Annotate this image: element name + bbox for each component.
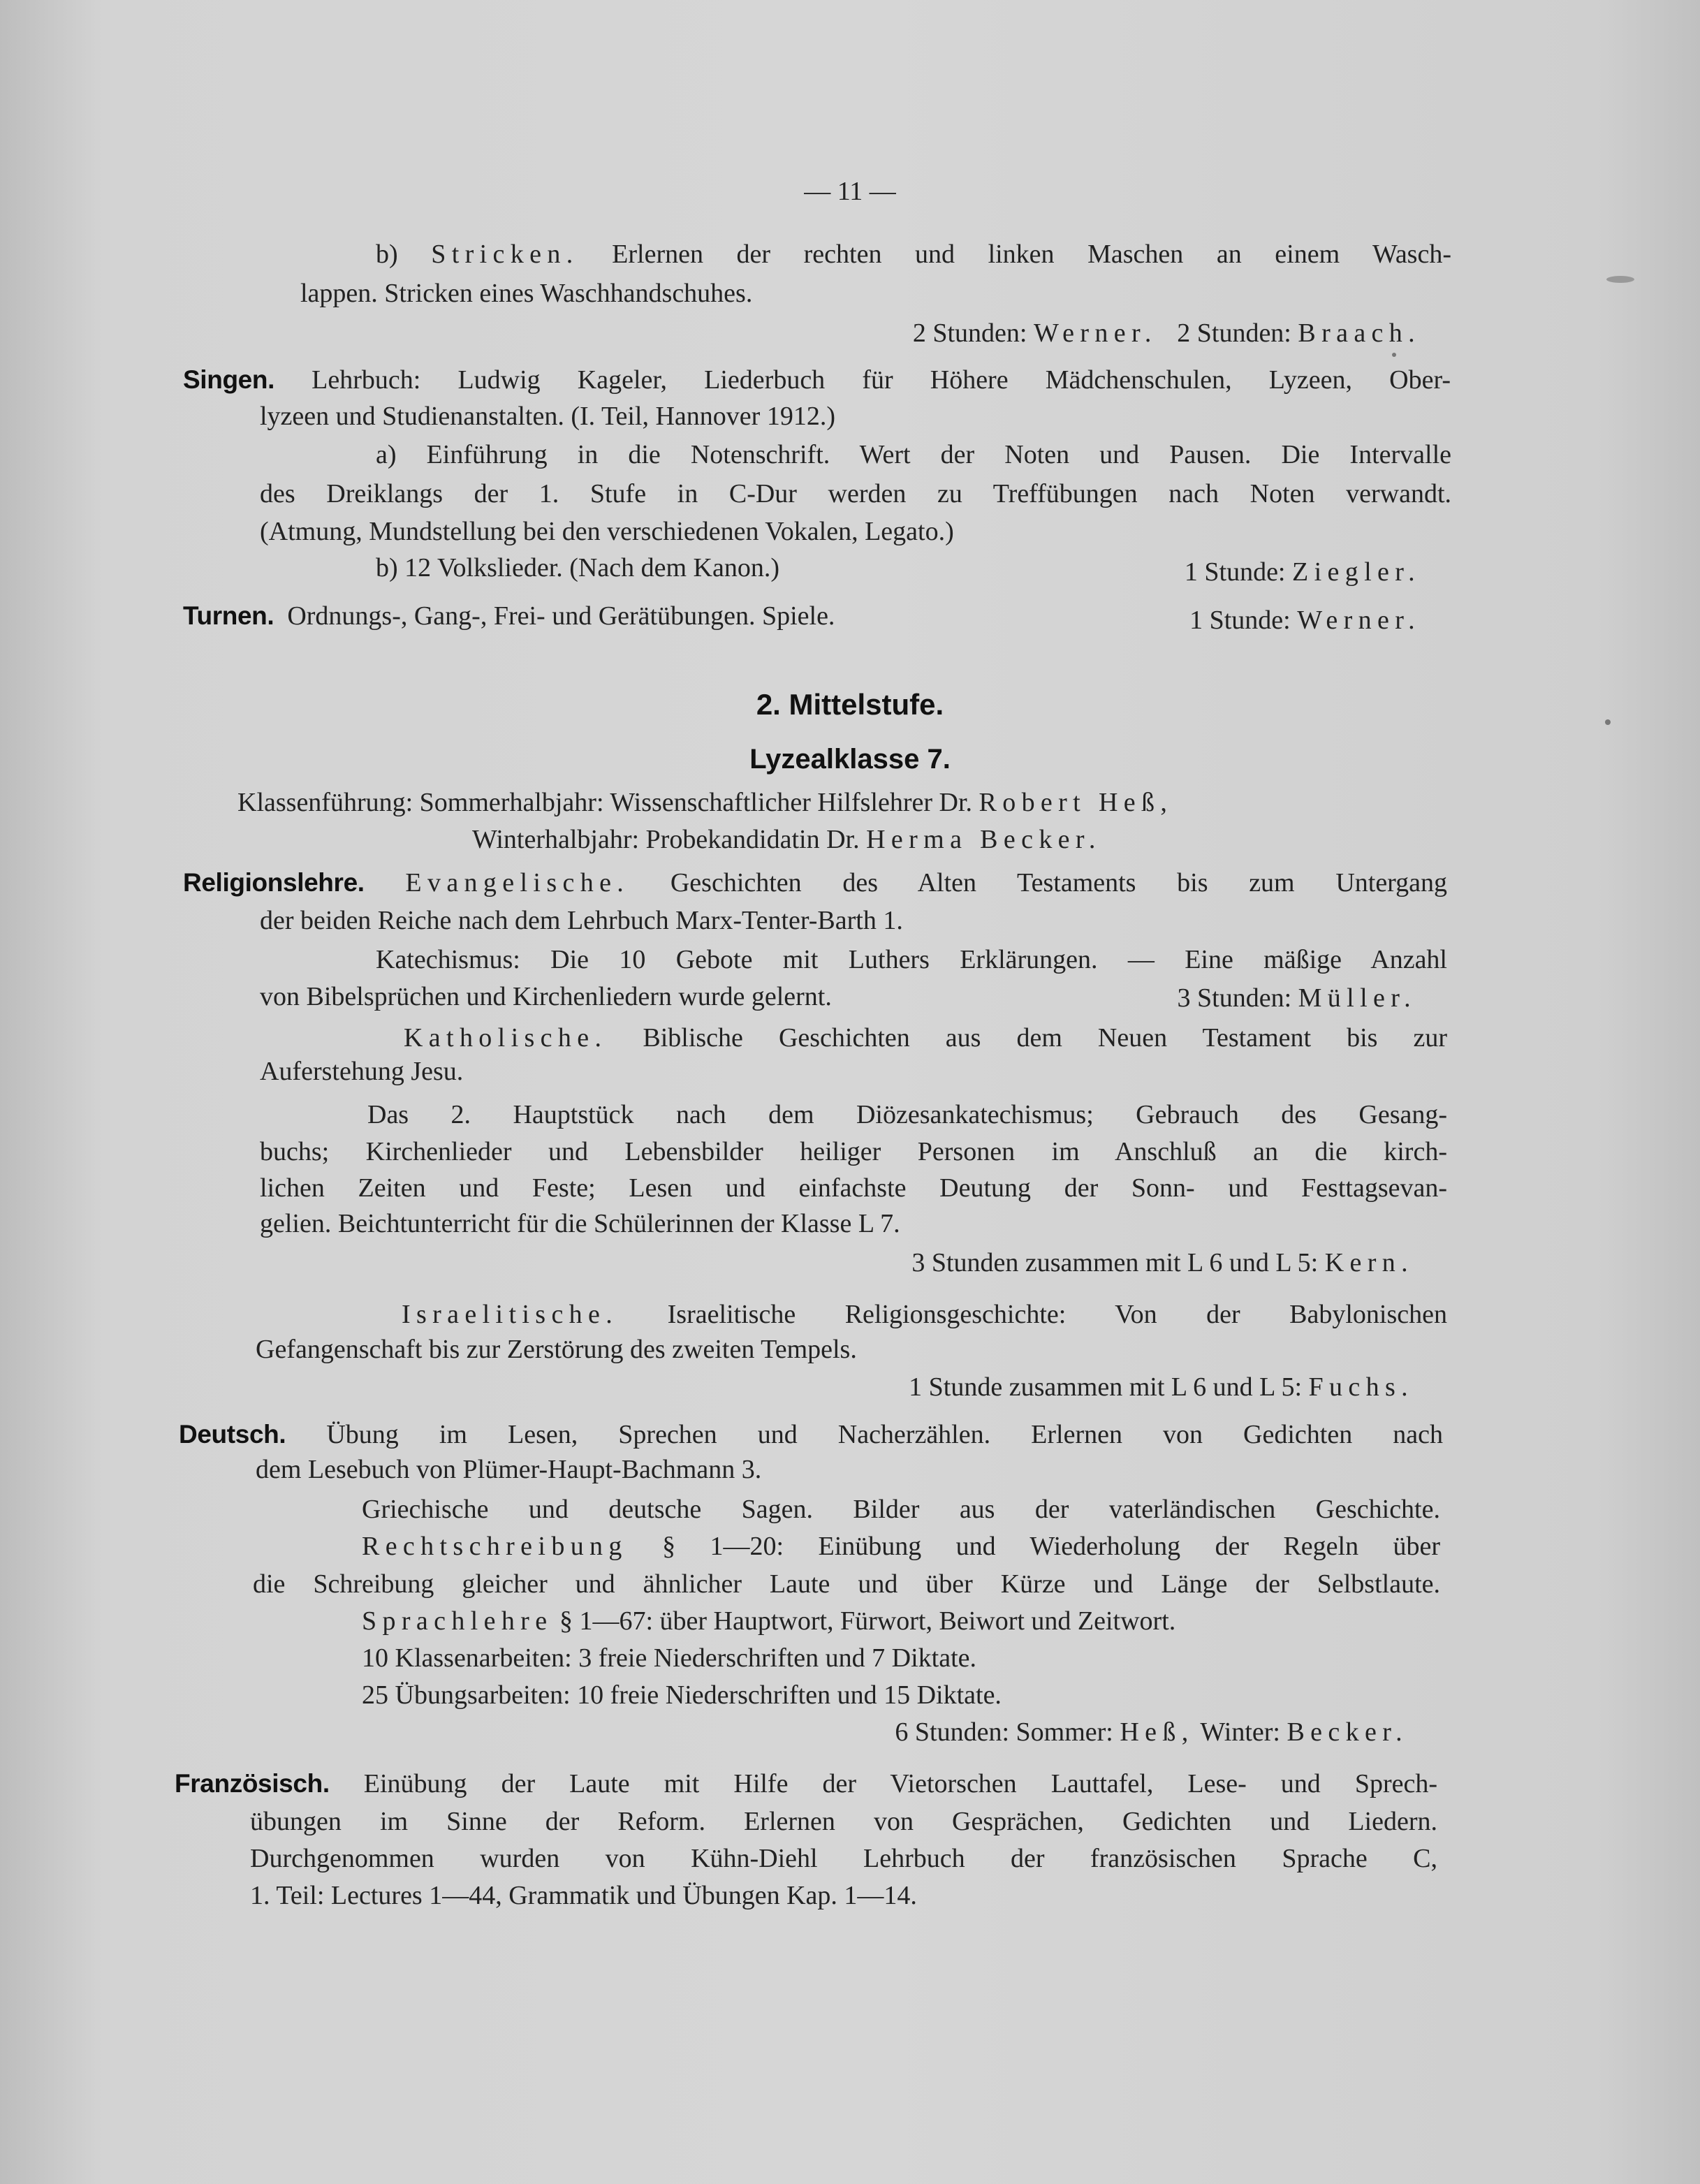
teacher-name: Becker. xyxy=(1287,1717,1408,1747)
franz-line-2: übungen im Sinne der Reform. Erlernen von Gesprächen, Gedichten und Liedern. xyxy=(250,1807,1437,1836)
item-letter: b) xyxy=(376,240,398,269)
klassenfuehrung-line-1 xyxy=(237,786,1173,819)
singen-line-6: b) 12 Volkslieder. (Nach dem Kanon.) xyxy=(376,553,779,582)
spaced-label: Israelitische. xyxy=(402,1300,619,1329)
franz-line-1 xyxy=(175,1767,1437,1801)
religion-line-4: von Bibelsprüchen und Kirchenliedern wurde gelernt. xyxy=(260,982,832,1011)
religion-hours-ev xyxy=(1178,981,1416,1015)
singen-line-4: des Dreiklangs der 1. Stufe in C-Dur werden zu Treffübungen nach Noten verwandt. xyxy=(260,479,1451,508)
text: Erlernen der rechten und linken Maschen an einem Wasch- xyxy=(612,240,1451,269)
religion-line-7: Das 2. Hauptstück nach dem Diözesankatechismus; Gebrauch des Gesang- xyxy=(367,1100,1447,1129)
subject-title: Singen. xyxy=(183,365,275,394)
teacher-name: Heß, xyxy=(1120,1717,1194,1747)
scan-speck xyxy=(1392,353,1396,357)
spaced-label: Rechtschreibung xyxy=(362,1532,628,1561)
text: Klassenführung: Sommerhalbjahr: Wissenschaftlicher Hilfslehrer Dr. xyxy=(237,788,972,817)
text: Biblische Geschichten aus dem Neuen Testament bis zur xyxy=(643,1023,1448,1053)
deutsch-hours xyxy=(895,1715,1408,1749)
text: Israelitische Religionsgeschichte: Von der Babylonischen xyxy=(667,1300,1448,1329)
hours: 3 Stunden zusammen mit L 6 und L 5: xyxy=(911,1248,1319,1277)
text: Einübung der Laute mit Hilfe der Vietorschen Lauttafel, Lese- und Sprech- xyxy=(363,1769,1438,1798)
spaced-label: Evangelische. xyxy=(405,868,630,897)
deutsch-line-4 xyxy=(362,1530,1440,1563)
hours: 2 Stunden: xyxy=(912,318,1027,348)
turnen-line xyxy=(183,599,835,633)
hours: 2 Stunden: xyxy=(1177,318,1291,348)
franz-line-3: Durchgenommen wurden von Kühn-Diehl Lehrbuch der französischen Sprache C, xyxy=(250,1844,1437,1873)
klassenfuehrung-line-2 xyxy=(472,823,1101,856)
religion-hours-isr xyxy=(909,1370,1414,1404)
text: Ordnungs-, Gang-, Frei- und Gerätübungen. Spiele. xyxy=(287,601,835,631)
teacher-name: Braach. xyxy=(1298,318,1421,348)
spaced-label: Katholische. xyxy=(404,1023,608,1053)
religion-line-3: Katechismus: Die 10 Gebote mit Luthers Erklärungen. — Eine mäßige Anzahl xyxy=(376,945,1447,974)
singen-line-1 xyxy=(183,363,1451,397)
singen-hours xyxy=(1185,555,1421,589)
deutsch-line-1 xyxy=(179,1418,1443,1451)
text: Geschichten des Alten Testaments bis zum Untergang xyxy=(670,868,1448,897)
religion-line-12 xyxy=(402,1298,1447,1331)
religion-line-5 xyxy=(404,1021,1447,1055)
religion-line-6: Auferstehung Jesu. xyxy=(260,1057,464,1086)
subject-title: Turnen. xyxy=(183,601,274,630)
hours: 6 Stunden: Sommer: xyxy=(895,1717,1113,1747)
text: Lehrbuch: Ludwig Kageler, Liederbuch für Höhere Mädchenschulen, Lyzeen, Ober- xyxy=(312,365,1451,395)
deutsch-line-7: 10 Klassenarbeiten: 3 freie Niederschriften und 7 Diktate. xyxy=(362,1643,977,1673)
singen-line-2: lyzeen und Studienanstalten. (I. Teil, Hannover 1912.) xyxy=(260,402,835,431)
scan-speck xyxy=(1605,719,1611,725)
teacher-name: Werner. xyxy=(1297,606,1421,635)
text: Übung im Lesen, Sprechen und Nacherzählen. Erlernen von Gedichten nach xyxy=(326,1420,1443,1449)
spaced-label: Stricken. xyxy=(431,240,579,269)
teacher-name: Robert Heß, xyxy=(979,788,1173,817)
turnen-hours xyxy=(1189,603,1421,637)
hours: 3 Stunden: xyxy=(1177,983,1292,1013)
religion-line-9: lichen Zeiten und Feste; Lesen und einfachste Deutung der Sonn- und Festtagsevan- xyxy=(260,1173,1447,1203)
scan-mark xyxy=(1606,276,1634,283)
deutsch-line-2: dem Lesebuch von Plümer-Haupt-Bachmann 3. xyxy=(256,1455,762,1484)
teacher-name: Fuchs. xyxy=(1308,1372,1414,1402)
subject-title: Religionslehre. xyxy=(183,868,365,897)
teacher-name: Werner. xyxy=(1033,318,1157,348)
teacher-name: Kern. xyxy=(1324,1248,1414,1277)
religion-line-8: buchs; Kirchenlieder und Lebensbilder heiliger Personen im Anschluß an die kirch- xyxy=(260,1137,1447,1166)
hours: 1 Stunde: xyxy=(1184,557,1286,587)
religion-line-1 xyxy=(183,866,1447,900)
spaced-label: Sprachlehre xyxy=(362,1606,553,1636)
subject-title: Französisch. xyxy=(175,1769,330,1798)
subject-title: Deutsch. xyxy=(179,1420,286,1449)
hours: 1 Stunde zusammen mit L 6 und L 5: xyxy=(909,1372,1303,1402)
hours: 1 Stunde: xyxy=(1189,606,1291,635)
deutsch-line-6 xyxy=(362,1604,1175,1638)
stricken-hours xyxy=(913,316,1421,350)
franz-line-4: 1. Teil: Lectures 1—44, Grammatik und Übungen Kap. 1—14. xyxy=(250,1881,917,1910)
stricken-line-1 xyxy=(376,237,1451,271)
religion-line-10: gelien. Beichtunterricht für die Schülerinnen der Klasse L 7. xyxy=(260,1209,900,1238)
text: § 1—20: Einübung und Wiederholung der Regeln über xyxy=(662,1532,1441,1561)
page-number: — 11 — xyxy=(804,177,896,206)
deutsch-line-5: die Schreibung gleicher und ähnlicher Laute und über Kürze und Länge der Selbstlaute. xyxy=(253,1569,1440,1599)
singen-line-3: a) Einführung in die Notenschrift. Wert der Noten und Pausen. Die Intervalle xyxy=(376,440,1451,469)
section-heading: 2. Mittelstufe. xyxy=(756,688,944,721)
text: Winterhalbjahr: Probekandidatin Dr. xyxy=(472,825,860,854)
text: § 1—67: über Hauptwort, Fürwort, Beiwort und Zeitwort. xyxy=(559,1606,1176,1636)
deutsch-line-8: 25 Übungsarbeiten: 10 freie Niederschriften und 15 Diktate. xyxy=(362,1680,1002,1710)
teacher-name: Ziegler. xyxy=(1292,557,1421,587)
religion-line-2: der beiden Reiche nach dem Lehrbuch Marx-Tenter-Barth 1. xyxy=(260,906,903,935)
deutsch-line-3: Griechische und deutsche Sagen. Bilder aus der vaterländischen Geschichte. xyxy=(362,1495,1440,1524)
religion-line-13: Gefangenschaft bis zur Zerstörung des zweiten Tempels. xyxy=(256,1335,857,1364)
singen-line-5: (Atmung, Mundstellung bei den verschiedenen Vokalen, Legato.) xyxy=(260,517,954,546)
stricken-line-2: lappen. Stricken eines Waschhandschuhes. xyxy=(300,279,753,308)
religion-hours-kath xyxy=(911,1246,1414,1280)
teacher-name: Herma Becker. xyxy=(866,825,1101,854)
class-heading: Lyzealklasse 7. xyxy=(749,744,951,775)
teacher-name: Müller. xyxy=(1298,983,1416,1013)
hours: Winter: xyxy=(1200,1717,1280,1747)
